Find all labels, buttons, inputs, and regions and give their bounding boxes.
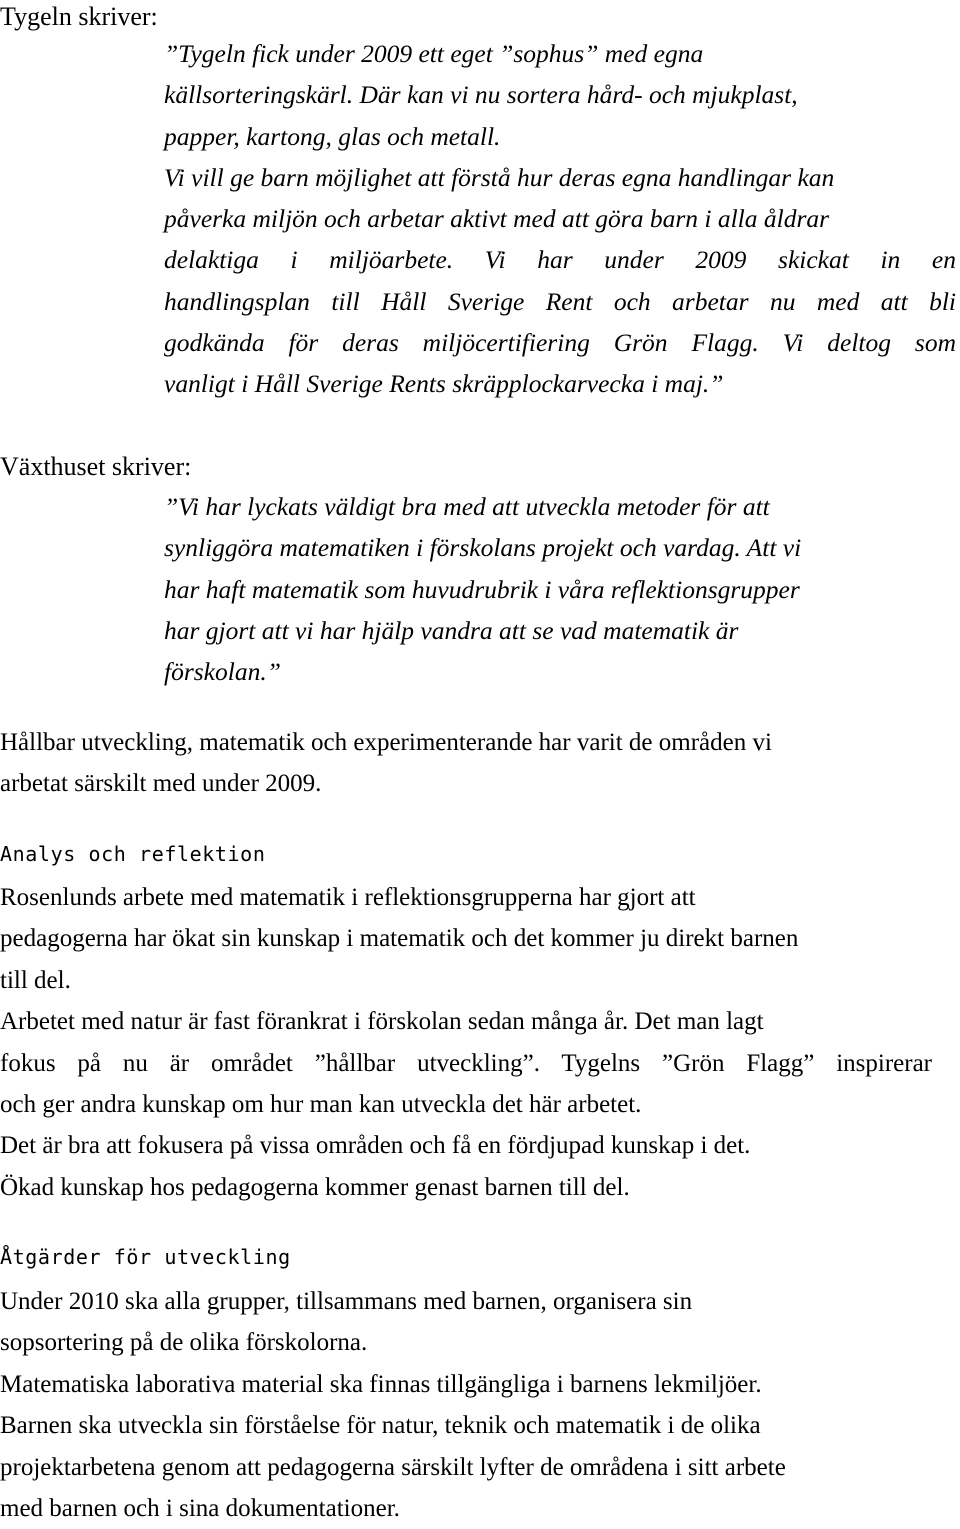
analys-line: Rosenlunds arbete med matematik i reflektionsgrupperna har gjort att: [0, 884, 696, 911]
atgarder-line: med barnen och i sina dokumentationer.: [0, 1495, 400, 1523]
vaxthuset-label: Växthuset skriver:: [0, 452, 192, 481]
atgarder-paragraph: [0, 1281, 956, 1529]
vaxthuset-quote-line: har haft matematik som huvudrubrik i våra reflektionsgrupper: [164, 574, 800, 604]
tygeln-quote-line: delaktiga i miljöarbete. Vi har under 2009 skickat in en: [164, 245, 956, 275]
tygeln-quote-line: påverka miljön och arbetar aktivt med att göra barn i alla åldrar: [164, 204, 830, 234]
atgarder-heading: Åtgärder för utveckling: [0, 1245, 291, 1269]
analys-line: och ger andra kunskap om hur man kan utveckla det här arbetet.: [0, 1091, 642, 1119]
analys-paragraph: [0, 877, 956, 1208]
vaxthuset-quote-line: ”Vi har lyckats väldigt bra med att utveckla metoder för att: [164, 492, 770, 521]
vaxthuset-quote: [164, 486, 924, 692]
atgarder-line: projektarbetena genom att pedagogerna särskilt lyfter de områdena i sitt arbete: [0, 1453, 786, 1481]
analys-line: Ökad kunskap hos pedagogerna kommer genast barnen till del.: [0, 1173, 630, 1201]
tygeln-quote-line: godkända för deras miljöcertifiering Grön Flagg. Vi deltog som: [164, 328, 956, 358]
tygeln-label: Tygeln skriver:: [0, 2, 158, 31]
summary-paragraph: [0, 722, 926, 805]
analys-line: Det är bra att fokusera på vissa områden och få en fördjupad kunskap i det.: [0, 1132, 751, 1160]
analys-line: Arbetet med natur är fast förankrat i förskolan sedan många år. Det man lagt: [0, 1008, 764, 1036]
tygeln-quote-line: handlingsplan till Håll Sverige Rent och arbetar nu med att bli: [164, 286, 956, 316]
vaxthuset-quote-line: har gjort att vi har hjälp vandra att se vad matematik är: [164, 615, 739, 645]
summary-line: Hållbar utveckling, matematik och experimenterande har varit de områden vi: [0, 729, 772, 756]
tygeln-quote-line: papper, kartong, glas och metall.: [164, 121, 501, 151]
analys-line: till del.: [0, 966, 71, 994]
atgarder-line: Barnen ska utveckla sin förståelse för natur, teknik och matematik i de olika: [0, 1412, 761, 1440]
analys-heading: Analys och reflektion: [0, 842, 266, 866]
tygeln-quote-line: vanligt i Håll Sverige Rents skräpplockarvecka i maj.”: [164, 369, 724, 399]
tygeln-quote: [164, 33, 956, 405]
vaxthuset-quote-line: förskolan.”: [164, 657, 281, 687]
vaxthuset-quote-line: synliggöra matematiken i förskolans projekt och vardag. Att vi: [164, 533, 802, 563]
tygeln-quote-line: källsorteringskärl. Där kan vi nu sortera hård- och mjukplast,: [164, 80, 798, 110]
atgarder-line: Under 2010 ska alla grupper, tillsammans med barnen, organisera sin: [0, 1288, 693, 1315]
atgarder-line: sopsortering på de olika förskolorna.: [0, 1329, 368, 1357]
atgarder-line: Matematiska laborativa material ska finnas tillgängliga i barnens lekmiljöer.: [0, 1370, 762, 1398]
summary-line: arbetat särskilt med under 2009.: [0, 770, 322, 798]
tygeln-quote-line: ”Tygeln fick under 2009 ett eget ”sophus” med egna: [164, 39, 704, 68]
analys-line: fokus på nu är området ”hållbar utveckling”. Tygelns ”Grön Flagg” inspirerar: [0, 1049, 932, 1077]
analys-line: pedagogerna har ökat sin kunskap i matematik och det kommer ju direkt barnen: [0, 925, 799, 953]
tygeln-quote-line: Vi vill ge barn möjlighet att förstå hur deras egna handlingar kan: [164, 162, 835, 192]
